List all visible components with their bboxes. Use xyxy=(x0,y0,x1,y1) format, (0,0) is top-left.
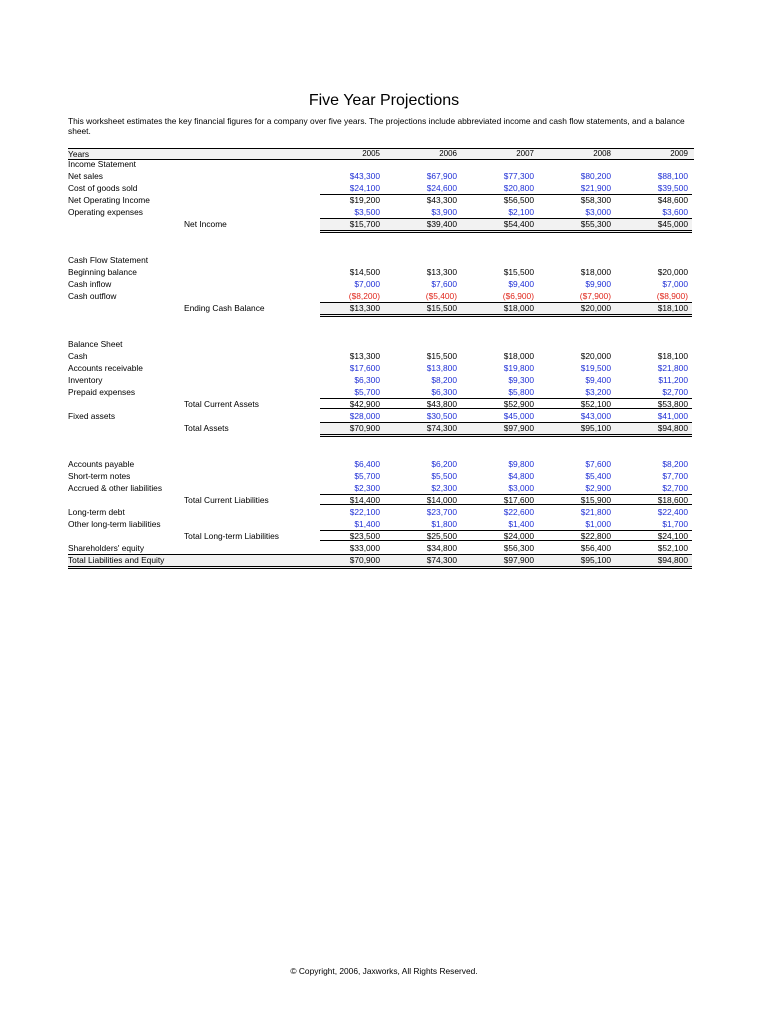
value-cell: $67,900 xyxy=(426,171,457,181)
value-cell: $22,400 xyxy=(657,507,688,517)
value-cell: $15,700 xyxy=(349,219,380,229)
table-row xyxy=(68,386,694,398)
table-row xyxy=(68,458,694,470)
years-header-row xyxy=(68,148,694,160)
table-row xyxy=(68,362,694,374)
value-cell: $13,800 xyxy=(426,363,457,373)
value-cell: $3,000 xyxy=(508,483,534,493)
value-cell: $13,300 xyxy=(349,351,380,361)
value-cell: $1,700 xyxy=(662,519,688,529)
row-label: Accounts payable xyxy=(68,459,135,469)
value-cell: $11,200 xyxy=(658,375,688,385)
total-row xyxy=(68,554,694,566)
row-label: Long-term debt xyxy=(68,507,125,517)
row-label: Operating expenses xyxy=(68,207,143,217)
value-cell: $42,900 xyxy=(349,399,380,409)
table-row xyxy=(68,470,694,482)
value-cell: $3,200 xyxy=(585,387,611,397)
table-row xyxy=(68,290,694,302)
value-cell: $6,400 xyxy=(354,459,380,469)
value-cell: $25,500 xyxy=(426,531,457,541)
value-cell: $53,800 xyxy=(657,399,688,409)
value-cell: $18,100 xyxy=(657,351,688,361)
value-cell: $7,600 xyxy=(585,459,611,469)
value-cell: $95,100 xyxy=(580,423,611,433)
row-label: Net sales xyxy=(68,171,103,181)
table-row xyxy=(68,410,694,422)
value-cell: $6,300 xyxy=(431,387,457,397)
subtotal-row xyxy=(68,494,694,506)
value-cell: $88,100 xyxy=(657,171,688,181)
total-row xyxy=(68,218,694,230)
value-cell: $43,000 xyxy=(580,411,611,421)
year-header: 2005 xyxy=(362,149,380,158)
value-cell: $5,500 xyxy=(431,471,457,481)
value-cell: $6,300 xyxy=(354,375,380,385)
total-current-liabilities-label: Total Current Liabilities xyxy=(184,495,269,505)
value-cell: $18,000 xyxy=(503,351,534,361)
value-cell: $18,100 xyxy=(657,303,688,313)
section-heading-row xyxy=(68,254,694,266)
year-header: 2007 xyxy=(516,149,534,158)
value-cell: $74,300 xyxy=(426,555,457,565)
section-heading-row xyxy=(68,338,694,350)
value-cell: $24,100 xyxy=(349,183,380,193)
value-cell: $39,400 xyxy=(426,219,457,229)
total-row xyxy=(68,302,694,314)
value-cell: $2,300 xyxy=(354,483,380,493)
value-cell: $20,000 xyxy=(657,267,688,277)
value-cell: $56,300 xyxy=(503,543,534,553)
total-row xyxy=(68,422,694,434)
value-cell: $33,000 xyxy=(349,543,380,553)
value-cell: $2,700 xyxy=(662,483,688,493)
value-cell: $95,100 xyxy=(580,555,611,565)
value-cell: $18,000 xyxy=(503,303,534,313)
value-cell: $15,500 xyxy=(503,267,534,277)
value-cell: $7,700 xyxy=(662,471,688,481)
years-label: Years xyxy=(68,149,90,159)
table-row xyxy=(68,266,694,278)
value-cell: $94,800 xyxy=(657,423,688,433)
value-cell: $1,400 xyxy=(508,519,534,529)
value-cell: $21,800 xyxy=(580,507,611,517)
value-cell: $9,900 xyxy=(585,279,611,289)
value-cell: $21,900 xyxy=(580,183,611,193)
value-cell: $3,500 xyxy=(354,207,380,217)
value-cell: $2,700 xyxy=(662,387,688,397)
value-cell: $7,600 xyxy=(431,279,457,289)
value-cell: $19,800 xyxy=(503,363,534,373)
table-row xyxy=(68,374,694,386)
table-row xyxy=(68,170,694,182)
value-cell: $94,800 xyxy=(657,555,688,565)
table-row xyxy=(68,518,694,530)
intro-text: This worksheet estimates the key financial figures for a company over five years. The projections include abbreviated income and cash flow statements, and a balance sheet. xyxy=(68,116,685,136)
value-cell: $2,900 xyxy=(585,483,611,493)
value-cell: $22,800 xyxy=(580,531,611,541)
value-cell: $13,300 xyxy=(426,267,457,277)
row-label: Accrued & other liabilities xyxy=(68,483,163,493)
balance-sheet-heading: Balance Sheet xyxy=(68,339,123,349)
total-assets-label: Total Assets xyxy=(184,423,229,433)
value-cell: $52,100 xyxy=(580,399,611,409)
value-cell: $45,000 xyxy=(657,219,688,229)
subtotal-row xyxy=(68,530,694,542)
row-label: Shareholders' equity xyxy=(68,543,145,553)
net-income-label: Net Income xyxy=(184,219,227,229)
total-long-term-liabilities-label: Total Long-term Liabilities xyxy=(184,531,279,541)
row-label: Cash outflow xyxy=(68,291,117,301)
value-cell: $19,200 xyxy=(349,195,380,205)
value-cell: $24,600 xyxy=(426,183,457,193)
value-cell: $52,100 xyxy=(657,543,688,553)
ending-cash-label: Ending Cash Balance xyxy=(184,303,265,313)
row-label: Accounts receivable xyxy=(68,363,143,373)
value-cell: ($8,200) xyxy=(348,291,380,301)
value-cell: $74,300 xyxy=(426,423,457,433)
value-cell: $43,800 xyxy=(426,399,457,409)
value-cell: $70,900 xyxy=(349,423,380,433)
value-cell: $14,000 xyxy=(426,495,457,505)
value-cell: $18,000 xyxy=(580,267,611,277)
value-cell: ($6,900) xyxy=(502,291,534,301)
value-cell: $3,000 xyxy=(585,207,611,217)
table-row xyxy=(68,194,694,206)
value-cell: $4,800 xyxy=(508,471,534,481)
value-cell: $7,000 xyxy=(354,279,380,289)
value-cell: $1,800 xyxy=(431,519,457,529)
table-row xyxy=(68,278,694,290)
value-cell: $7,000 xyxy=(662,279,688,289)
value-cell: $54,400 xyxy=(503,219,534,229)
year-header: 2008 xyxy=(593,149,611,158)
value-cell: $6,200 xyxy=(431,459,457,469)
value-cell: $3,600 xyxy=(662,207,688,217)
value-cell: $13,300 xyxy=(349,303,380,313)
value-cell: $19,500 xyxy=(580,363,611,373)
table-row xyxy=(68,206,694,218)
value-cell: $5,400 xyxy=(585,471,611,481)
value-cell: $8,200 xyxy=(662,459,688,469)
value-cell: $9,400 xyxy=(585,375,611,385)
value-cell: $22,100 xyxy=(349,507,380,517)
value-cell: $30,500 xyxy=(426,411,457,421)
value-cell: $56,500 xyxy=(503,195,534,205)
value-cell: $23,500 xyxy=(349,531,380,541)
value-cell: $22,600 xyxy=(503,507,534,517)
table-row xyxy=(68,350,694,362)
value-cell: $5,800 xyxy=(508,387,534,397)
page-title: Five Year Projections xyxy=(308,92,460,109)
value-cell: $17,600 xyxy=(503,495,534,505)
value-cell: $1,000 xyxy=(585,519,611,529)
value-cell: $21,800 xyxy=(657,363,688,373)
value-cell: $18,600 xyxy=(657,495,688,505)
year-header: 2006 xyxy=(439,149,457,158)
value-cell: $97,900 xyxy=(503,423,534,433)
table-row xyxy=(68,506,694,518)
value-cell: $45,000 xyxy=(503,411,534,421)
value-cell: $5,700 xyxy=(354,387,380,397)
row-label: Beginning balance xyxy=(68,267,137,277)
year-header: 2009 xyxy=(670,149,688,158)
row-label: Other long-term liabilities xyxy=(68,519,161,529)
value-cell: $15,900 xyxy=(580,495,611,505)
value-cell: $23,700 xyxy=(426,507,457,517)
value-cell: ($5,400) xyxy=(425,291,457,301)
value-cell: $41,000 xyxy=(657,411,688,421)
table-row xyxy=(68,542,694,554)
row-label: Cost of goods sold xyxy=(68,183,138,193)
row-label: Inventory xyxy=(68,375,103,385)
value-cell: $55,300 xyxy=(580,219,611,229)
value-cell: $48,600 xyxy=(657,195,688,205)
value-cell: $77,300 xyxy=(503,171,534,181)
value-cell: $56,400 xyxy=(580,543,611,553)
value-cell: $28,000 xyxy=(349,411,380,421)
value-cell: $20,000 xyxy=(580,303,611,313)
value-cell: ($7,900) xyxy=(579,291,611,301)
total-liabilities-equity-label: Total Liabilities and Equity xyxy=(68,555,165,565)
value-cell: $17,600 xyxy=(349,363,380,373)
value-cell: $52,900 xyxy=(503,399,534,409)
value-cell: $15,500 xyxy=(426,303,457,313)
row-label: Net Operating Income xyxy=(68,195,150,205)
value-cell: $9,400 xyxy=(508,279,534,289)
value-cell: $58,300 xyxy=(580,195,611,205)
value-cell: $70,900 xyxy=(349,555,380,565)
value-cell: ($8,900) xyxy=(656,291,688,301)
value-cell: $3,900 xyxy=(431,207,457,217)
value-cell: $2,100 xyxy=(508,207,534,217)
row-label: Cash xyxy=(68,351,88,361)
value-cell: $39,500 xyxy=(657,183,688,193)
value-cell: $43,300 xyxy=(426,195,457,205)
value-cell: $14,500 xyxy=(349,267,380,277)
value-cell: $24,100 xyxy=(657,531,688,541)
value-cell: $80,200 xyxy=(580,171,611,181)
value-cell: $14,400 xyxy=(349,495,380,505)
row-label: Fixed assets xyxy=(68,411,116,421)
value-cell: $1,400 xyxy=(354,519,380,529)
row-label: Short-term notes xyxy=(68,471,131,481)
value-cell: $20,000 xyxy=(580,351,611,361)
table-row xyxy=(68,482,694,494)
value-cell: $97,900 xyxy=(503,555,534,565)
subtotal-row xyxy=(68,398,694,410)
section-heading-row xyxy=(68,160,694,170)
row-label: Prepaid expenses xyxy=(68,387,136,397)
value-cell: $15,500 xyxy=(426,351,457,361)
copyright-footer: © Copyright, 2006, Jaxworks, All Rights Reserved. xyxy=(290,966,478,976)
value-cell: $9,800 xyxy=(508,459,534,469)
value-cell: $5,700 xyxy=(354,471,380,481)
value-cell: $8,200 xyxy=(431,375,457,385)
projection-sheet xyxy=(68,148,694,566)
total-current-assets-label: Total Current Assets xyxy=(184,399,259,409)
value-cell: $9,300 xyxy=(508,375,534,385)
value-cell: $24,000 xyxy=(503,531,534,541)
cash-flow-heading: Cash Flow Statement xyxy=(68,255,149,265)
table-row xyxy=(68,182,694,194)
value-cell: $43,300 xyxy=(349,171,380,181)
value-cell: $2,300 xyxy=(431,483,457,493)
value-cell: $20,800 xyxy=(503,183,534,193)
row-label: Cash inflow xyxy=(68,279,112,289)
value-cell: $34,800 xyxy=(426,543,457,553)
income-statement-heading: Income Statement xyxy=(68,159,136,169)
